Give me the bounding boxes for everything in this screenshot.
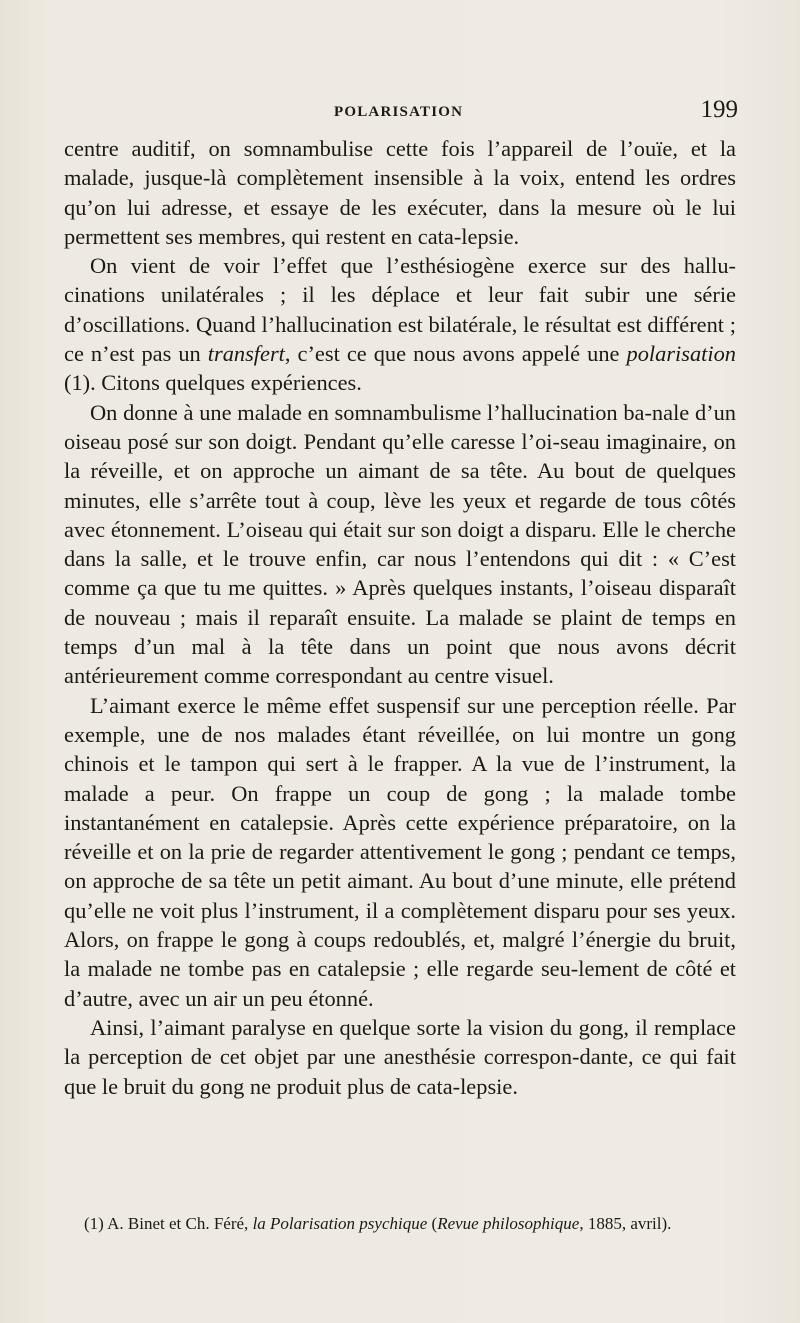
footnote-journal: Revue philosophique bbox=[437, 1214, 580, 1233]
paragraph-3 bbox=[64, 398, 736, 691]
footnote-text bbox=[64, 1212, 736, 1236]
paragraph-4 bbox=[64, 691, 736, 1013]
italic-term-polarisation: polarisation bbox=[626, 341, 736, 367]
paragraph-text: On donne à une malade en somnambulisme l’hallucination ba-nale d’un oiseau posé sur son doigt. Pendant qu’elle caresse l’oi-seau imaginaire, on la réveille, et on approche un aimant de sa tête. Au bout de quelques minutes, elle s’arrête tout à coup, lève les yeux et regarde de tous côtés avec étonnement. L’oiseau qui était sur son doigt a disparu. Elle le cherche dans la salle, et le trouve enfin, car nous l’entendons qui dit : « C’est comme ça que tu me quittes. » Après quelques instants, l’oiseau disparaît de nouveau ; mais il reparaît ensuite. La malade se plaint de temps en temps d’un mal à la tête dans un point que nous avons décrit antérieurement comme correspondant au centre visuel. bbox=[64, 399, 736, 689]
footnote-date: , 1885, avril). bbox=[579, 1214, 672, 1233]
paragraph-5 bbox=[64, 1013, 736, 1101]
footnote-punct: ( bbox=[427, 1214, 438, 1233]
paragraph-text: centre auditif, on somnambulise cette fois l’appareil de l’ouïe, et la malade, jusque-là complètement insensible à la voix, entend les ordres qu’on lui adresse, et essaye de les exécuter, dans la mesure où le lui permettent ses membres, qui restent en cata-lepsie. bbox=[64, 136, 736, 249]
page-header bbox=[62, 96, 738, 132]
footnote-authors: (1) A. Binet et Ch. Féré, bbox=[84, 1214, 253, 1233]
paragraph-text: Ainsi, l’aimant paralyse en quelque sorte la vision du gong, il remplace la perception de cet objet par une anesthésie correspon-dante, ce qui fait que le bruit du gong ne produit plus de cata-lepsie. bbox=[64, 1014, 736, 1099]
footnote-article-title: la Polarisation psychique bbox=[252, 1214, 428, 1233]
page-number: 199 bbox=[700, 96, 738, 123]
paragraph-text: L’aimant exerce le même effet suspensif sur une perception réelle. Par exemple, une de nos malades étant réveillée, on lui montre un gong chinois et le tampon qui sert à le frapper. A la vue de l’instrument, la malade a peur. On frappe un coup de gong ; la malade tombe instantanément en catalepsie. Après cette expérience préparatoire, on la réveille et on la prie de regarder attentivement le gong ; pendant ce temps, on approche de sa tête un petit aimant. Au bout d’une minute, elle prétend qu’elle ne voit plus l’instrument, il a complètement disparu pour ses yeux. Alors, on frappe le gong à coups redoublés, et, malgré l’énergie du bruit, la malade ne tombe pas en catalepsie ; elle regarde seu-lement de côté et d’autre, avec un air un peu étonné. bbox=[64, 692, 736, 1011]
running-head: POLARISATION bbox=[334, 104, 464, 120]
paragraph-text: On vient de voir l’effet que l’esthésiogène exerce sur des hallu-cinations unilatérales ; il les déplace et leur fait subir une série d’oscillations. Quand l’hallucination est bilatérale, le résultat est différent ; ce n’est pas un bbox=[64, 253, 736, 367]
paragraph-text: (1). Citons quelques expériences. bbox=[64, 370, 362, 396]
paragraph-text: , c’est ce que nous avons appelé une bbox=[284, 341, 627, 367]
paragraph-2 bbox=[64, 251, 736, 397]
body-text bbox=[64, 134, 736, 1101]
paragraph-1 bbox=[64, 134, 736, 251]
footnote bbox=[64, 1212, 736, 1236]
italic-term-transfert: transfert bbox=[207, 341, 285, 367]
